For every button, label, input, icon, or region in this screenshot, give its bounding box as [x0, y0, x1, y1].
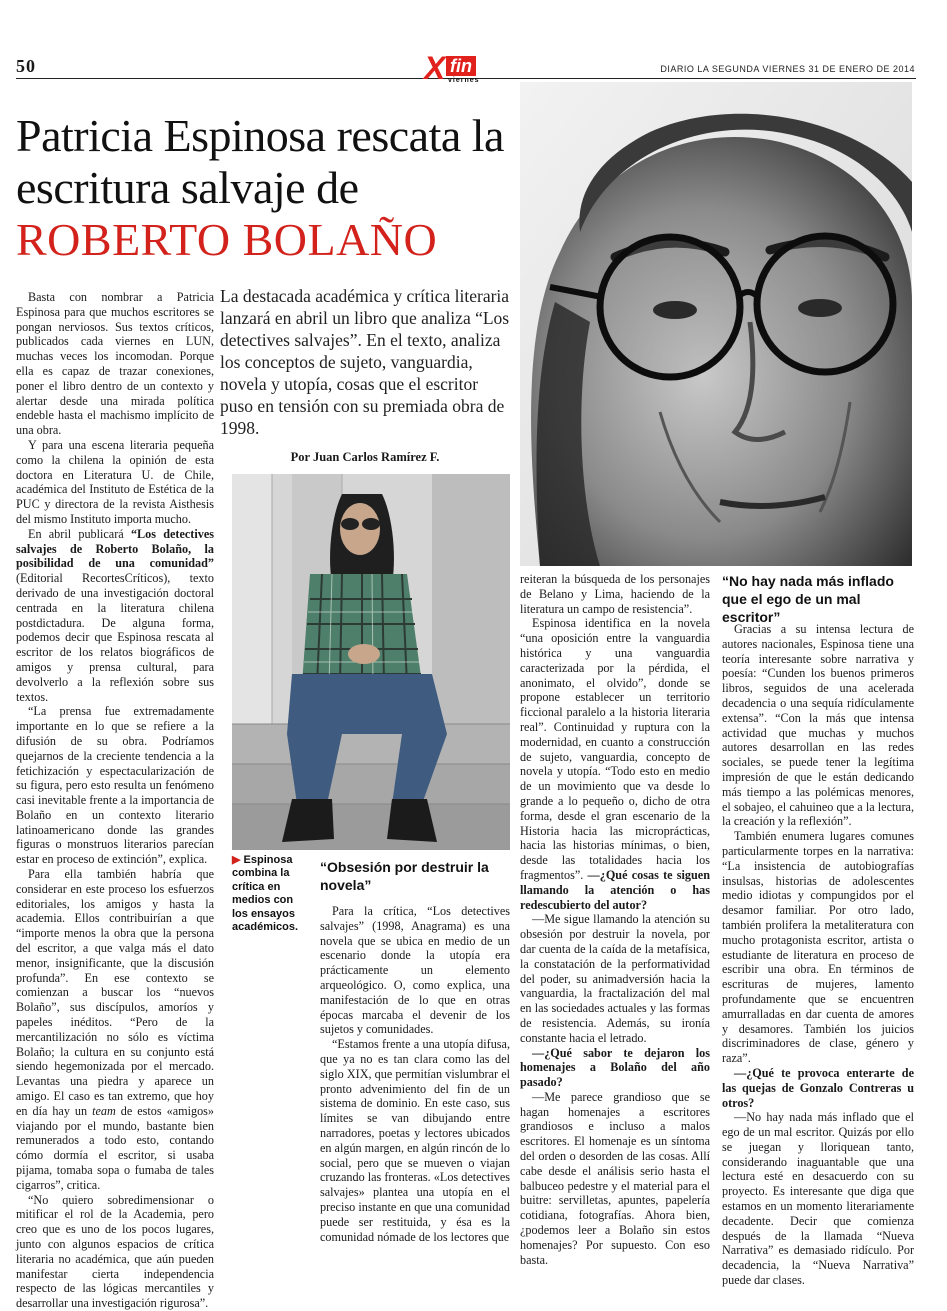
- col1-paragraph: “La prensa fue extremadamente importante en lo que se refiere a la difusión de su obra. Podríamos quejarnos de la creciente tendencia a la fetichización y espectacularización de su figura, pero esto resulta un fenómeno casi inevitable frente a la importancia de Bolaño en un contexto literario latinoamericano donde las grandes figuras o monstruos literarios parecían estar en proceso de extinción”, explica.: [16, 704, 214, 867]
- logo-x: X: [424, 50, 446, 86]
- headline: [16, 110, 516, 266]
- logo-sub: viernes: [448, 77, 480, 84]
- col1-paragraph: En abril publicará “Los detectives salvajes de Roberto Bolaño, la posibilidad de una comunidad” (Editorial RecortesCríticos), texto derivado de una investigación doctoral centrada en la literatura chilena postdictadura. De alguna forma, podemos decir que Espinosa rescata al escritor de los relatos biográficos de amigos y prensa cultural, para devolverlo a la reflexión sobre sus textos.: [16, 526, 214, 704]
- col4-paragraph: —No hay nada más inflado que el ego de un mal escritor. Quizás por ello se juegan y lloriquean tanto, considerando inaguantable que una lectura esté en desacuerdo con su proyecto. Es interesante que diga que estamos en un momento literariamente decadente. Decir que comienza después de la llamada “Nueva Narrativa” es demasiado ridículo. Por decadencia, la “Nueva Narrativa” puede dar clases.: [722, 1110, 914, 1288]
- patricia-espinosa-photo: [232, 474, 510, 850]
- caption-marker-icon: ▶: [232, 854, 241, 866]
- photo-caption: [232, 854, 312, 934]
- headline-line-3: ROBERTO BOLAÑO: [16, 214, 438, 265]
- logo-fin: fin: [446, 56, 476, 76]
- col1-paragraph: Para ella también habría que considerar en este proceso los esfuerzos editoriales, los amigos y hasta la academia. Ellos contribuirían a que “importe menos la obra que la persona del escritor, a que valga más el dato menor, insignificante, que la discusión profunda”. En ese contexto se comienzan a buscar los “nuevos Bolaño”, sus discípulos, amoríos y papeles inéditos. “Pero de la mercantilización no sólo es víctima Bolaño; la cultura en su conjunto está siendo hegemonizada por el mercado. Levantas una piedra y aparece un amigo. El caso es tan extremo, que hoy en día hay un team de estos «amigos» viajando por el mundo, bastante bien remunerados a todo esto, contando cómo dormía el escritor, si usaba pijama, tomaba sopa o fumaba de tales cigarros”, critica.: [16, 867, 214, 1192]
- dek-summary: La destacada académica y crítica literaria lanzará en abril un libro que analiza “Los detectives salvajes”. En el texto, analiza los conceptos de sujeto, vanguardia, novela y utopía, cosas que el escritor puso en tensión con su premiada obra de 1998.: [220, 286, 510, 438]
- article-column-2: [320, 904, 510, 1244]
- header-rule-right: [488, 78, 916, 79]
- portrait-illustration: [520, 82, 912, 566]
- article-column-1: [16, 290, 214, 1311]
- col2-subhead: “Obsesión por destruir la novela”: [320, 859, 489, 893]
- col2-paragraph: Para la crítica, “Los detectives salvajes” (1998, Anagrama) es una novela que se ubica en medio de un escenario donde la utopía era prácticamente un elemento arqueológico. O, como explica, una manifestación de lo que en otras épocas marcaba el devenir de los sujetos y comunidades.: [320, 904, 510, 1037]
- col3-paragraph: —Me parece grandioso que se hagan homenajes a escritores grandiosos e incluso a malos escritores. El homenaje es un síntoma del orden o desorden de las cosas. Allí cabe desde el análisis serio hasta el balbuceo pedestre y el material para el buitre: servilletas, apuntes, papelería cotidiana, fotografías. Ahora bien, ¿podemos leer a Bolaño sin estos homenajes? Por supuesto. Con eso basta.: [520, 1089, 710, 1267]
- xfin-logo: [424, 52, 492, 88]
- col3-paragraph: reiteran la búsqueda de los personajes de Belano y Lima, haciendo de la literatura un campo de resistencia”.: [520, 572, 710, 616]
- col3-paragraph: —Me sigue llamando la atención su obsesión por destruir la novela, por dar cuenta de la caída de la metafísica, la constatación de la performatividad del poder, su animadversión hacia la vanguardia, la fractalización del mal en las sociedades actuales y las formas de resistencia. Además, su ironía constante hacia el letrado.: [520, 912, 710, 1045]
- col2-paragraph: “Estamos frente a una utopía difusa, que ya no es tan clara como las del siglo XIX, que permitían vislumbrar el pronto advenimiento del fin de un sistema de dominio. En este caso, sus límites se van dibujando entre narradores, poetas y lectores ubicados en algún margen, en algún rincón de lo social, pero que se mueven o viajan cruzando las fronteras. «Los detectives salvajes» plantea una utopía en el preciso instante en que una comunidad puede ser restituida, y ésa es la comunidad nómade de los lectores que: [320, 1037, 510, 1244]
- col3-paragraph: Espinosa identifica en la novela “una oposición entre la vanguardia histórica y una vanguardia caracterizada por la pérdida, el anonimato, el olvido”, donde se propone establecer un territorio ficcional paralelo a la historia literaria real”. Continuidad y ruptura con la modernidad, en cuanto a construcción de sujeto, vanguardia, concepto de novela y utopía. “Todo esto en medio de un movimiento que va desde lo grande a lo pequeño o, dicho de otra forma, desde el gran escenario de la Historia hacia las microprácticas, hacia las historias mínimas, o bien, desde las totalidades hacia los fragmentos”. —¿Qué cosas te siguen llamando la atención o has redescubierto del autor?: [520, 616, 710, 912]
- col4-paragraph: También enumera lugares comunes particularmente torpes en la narrativa: “La insistencia de autobiografías insulsas, historias de adolescentes medio idiotas y compungidos por el desamor familiar. Por otro lado, también prolifera la metaliteratura con mucho protagonista escritor, artista o estudiante de literatura en proceso de escribir una obra. En términos de escrituras de mujeres, lamento profundamente que se encuentren amurralladas en dar cuenta de amores y desamores. También los juicios discriminadores de clase, género y raza”.: [722, 829, 914, 1066]
- headline-line-2: escritura salvaje de: [16, 162, 359, 213]
- col3-question: —¿Qué sabor te dejaron los homenajes a Bolaño del año pasado?: [520, 1045, 710, 1090]
- col1-paragraph: Y para una escena literaria pequeña como la chilena la opinión de esta doctora en Literatura U. de Chile, académica del Instituto de Estética de la PUC y directora de la revista Aisthesis del mismo Instituto importa mucho.: [16, 437, 214, 526]
- col4-question: —¿Qué te provoca enterarte de las quejas de Gonzalo Contreras u otros?: [722, 1065, 914, 1110]
- col1-paragraph: “No quiero sobredimensionar o mitificar el rol de la Academia, pero creo que es uno de los pocos lugares, junto con algunos espacios de crítica literaria no académica, que aún pueden manifestar cierta independencia respecto de las lógicas mercantiles y desarrollar una investigación rigurosa”.: [16, 1192, 214, 1311]
- caption-text: Espinosa combina la crítica en medios con los ensayos académicos.: [232, 854, 299, 934]
- author-portrait-photo: [520, 82, 912, 566]
- byline: Por Juan Carlos Ramírez F.: [290, 450, 440, 464]
- article-column-4: [722, 622, 914, 1288]
- page-number: 50: [16, 56, 36, 76]
- headline-line-1: Patricia Espinosa rescata la: [16, 110, 504, 161]
- dateline: DIARIO LA SEGUNDA VIERNES 31 DE ENERO DE 2014: [660, 64, 915, 74]
- col4-subhead: “No hay nada más inflado que el ego de un mal escritor”: [722, 573, 894, 625]
- seated-woman-illustration: [232, 474, 510, 850]
- article-column-3: [520, 572, 710, 1267]
- col1-paragraph: Basta con nombrar a Patricia Espinosa para que muchos escritores se pongan nerviosos. Sus textos críticos, publicados cada viernes en LUN, muchas veces los incomodan. Porque ella es capaz de trazar conexiones, poner el libro dentro de un contexto y alertar desde una mirada política endeble hasta el machismo implícito de una obra.: [16, 290, 214, 438]
- col4-paragraph: Gracias a su intensa lectura de autores nacionales, Espinosa tiene una teoría interesante sobre narrativa y poesía: “Cunden los buenos primeros libros, seguidos de una acelerada decadencia o una sequía ridículamente extensa”. “Con la más que intensa actividad que muchas y muchos autores desarrollan en las redes sociales, se puede tener la legítima impresión de que le están dedicando más tiempo a las polémicas menores, el sobajeo, el cahuineo que a la lectura, la creación y la reflexión”.: [722, 622, 914, 829]
